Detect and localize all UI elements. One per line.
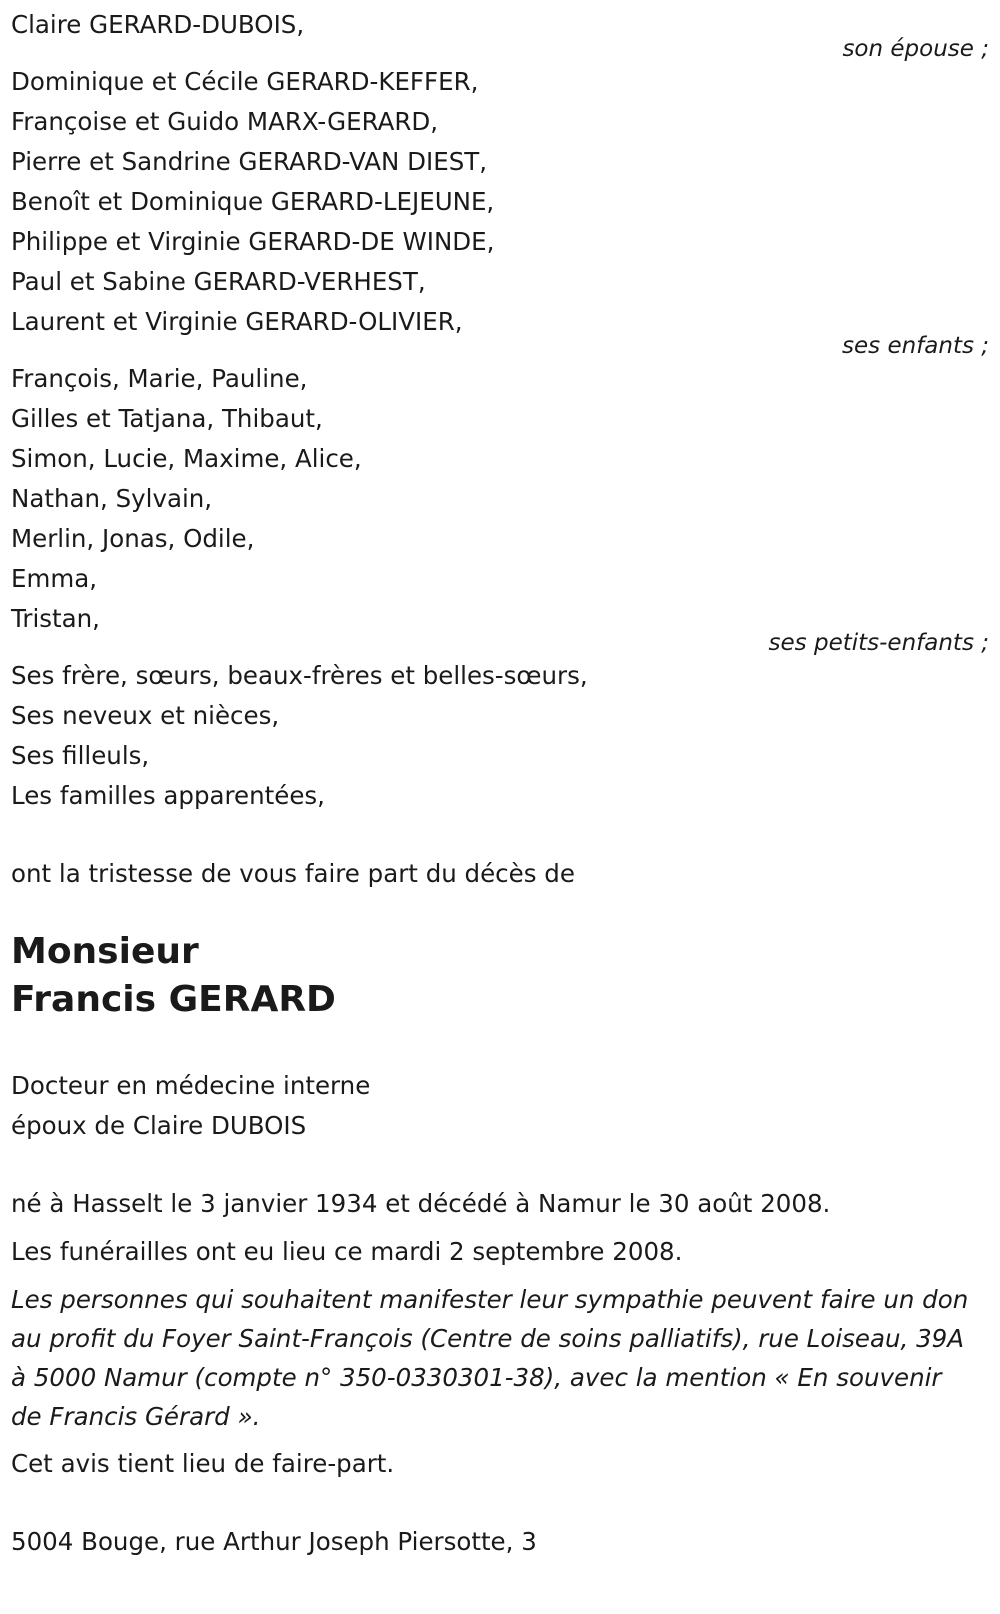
family-line: Ses filleuls,	[11, 741, 150, 770]
deceased-name: Francis GERARD	[11, 979, 336, 1020]
grandchildren-group	[11, 359, 989, 658]
notice-text: Cet avis tient lieu de faire-part.	[11, 1449, 395, 1478]
children-role: ses enfants ;	[842, 333, 989, 359]
grandchild-line: Emma,	[11, 564, 98, 593]
family-line: Ses neveux et nièces,	[11, 701, 280, 730]
obituary-notice	[11, 0, 989, 1562]
deceased-block	[11, 928, 989, 1024]
family-group	[11, 656, 989, 816]
grandchildren-role: ses petits-enfants ;	[768, 630, 989, 656]
child-line: Laurent et Virginie GERARD-OLIVIER,	[11, 307, 463, 336]
grandchild-line: Tristan,	[11, 604, 100, 633]
grandchild-line: François, Marie, Pauline,	[11, 364, 308, 393]
spouse-group	[11, 5, 989, 64]
deceased-details	[11, 1066, 989, 1146]
spouse-of-text: époux de Claire DUBOIS	[11, 1111, 307, 1140]
child-line: Françoise et Guido MARX-GERARD,	[11, 107, 439, 136]
grandchild-line: Nathan, Sylvain,	[11, 484, 213, 513]
children-group	[11, 62, 989, 361]
grandchild-line: Simon, Lucie, Maxime, Alice,	[11, 444, 362, 473]
grandchild-line: Merlin, Jonas, Odile,	[11, 524, 255, 553]
spouse-role: son épouse ;	[842, 36, 989, 62]
grandchild-line: Gilles et Tatjana, Thibaut,	[11, 404, 323, 433]
child-line: Benoît et Dominique GERARD-LEJEUNE,	[11, 187, 495, 216]
announcement-text: ont la tristesse de vous faire part du décès de	[11, 859, 575, 888]
child-line: Pierre et Sandrine GERARD-VAN DIEST,	[11, 147, 488, 176]
donation-text: Les personnes qui souhaitent manifester leur sympathie peuvent faire un don au profit du Foyer Saint-François (Centre de soins palliatifs), rue Loiseau, 39A à 5000 Namur (compte n° 350-0330301-38), avec la mention « En souvenir de Francis Gérard ».	[11, 1285, 969, 1431]
address-text: 5004 Bouge, rue Arthur Joseph Piersotte, 3	[11, 1527, 537, 1556]
family-line: Les familles apparentées,	[11, 781, 325, 810]
funeral-text: Les funérailles ont eu lieu ce mardi 2 septembre 2008.	[11, 1237, 683, 1266]
deceased-title: Monsieur	[11, 931, 199, 972]
birth-death-text: né à Hasselt le 3 janvier 1934 et décédé à Namur le 30 août 2008.	[11, 1189, 831, 1218]
spouse-name: Claire GERARD-DUBOIS,	[11, 10, 305, 39]
child-line: Paul et Sabine GERARD-VERHEST,	[11, 267, 426, 296]
child-line: Dominique et Cécile GERARD-KEFFER,	[11, 67, 479, 96]
child-line: Philippe et Virginie GERARD-DE WINDE,	[11, 227, 495, 256]
profession-text: Docteur en médecine interne	[11, 1071, 371, 1100]
family-line: Ses frère, sœurs, beaux-frères et belles-sœurs,	[11, 661, 588, 690]
